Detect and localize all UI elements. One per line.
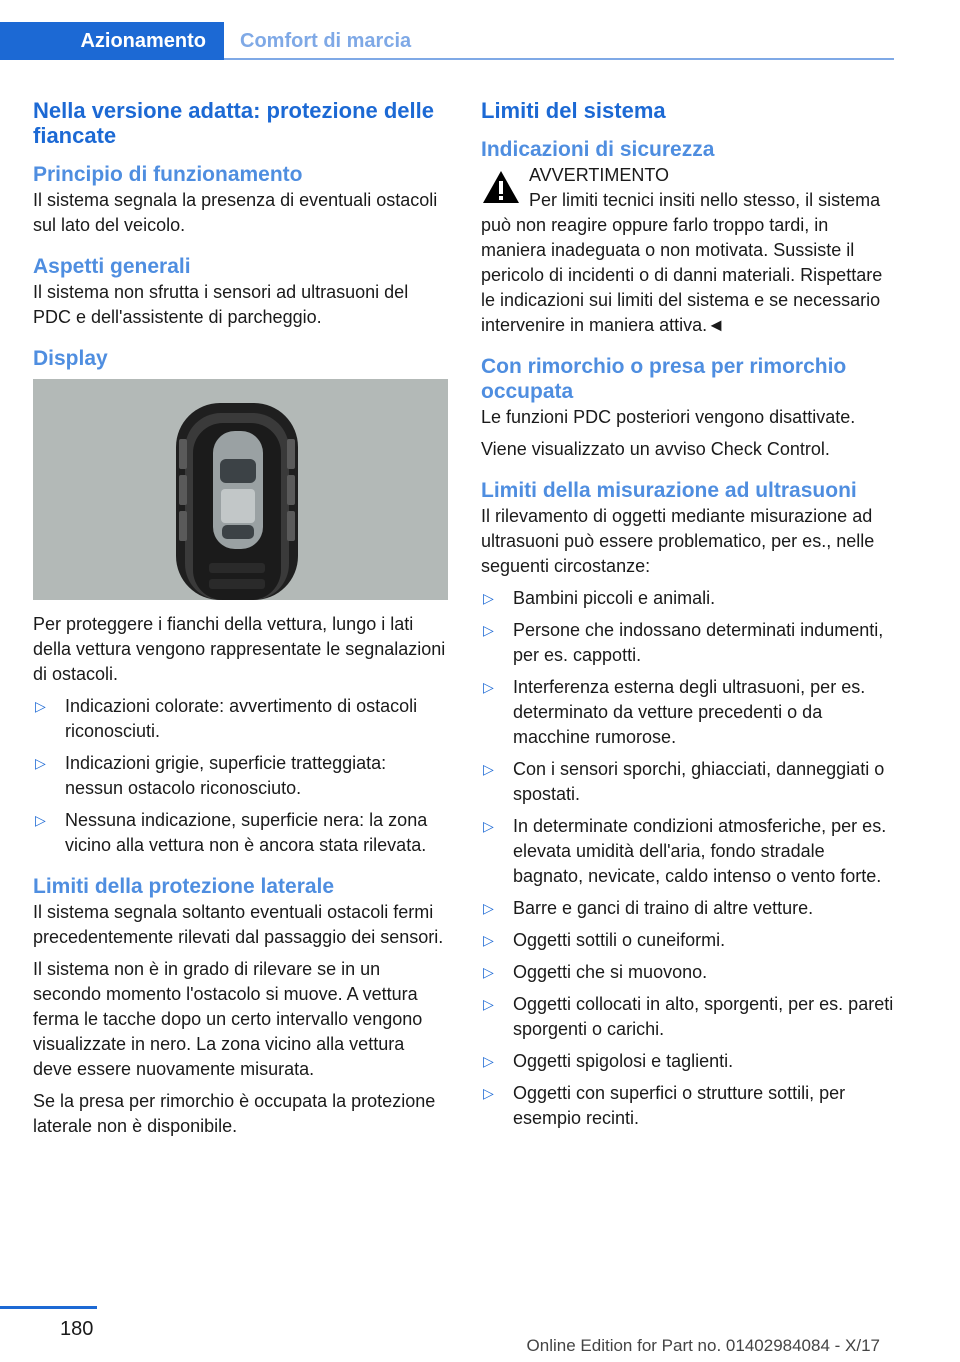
limits-text-1: Il sistema segnala soltanto eventuali ostacoli fermi precedentemente rilevati dal passaggio dei sensori. — [33, 902, 444, 947]
footer-edition-text: Online Edition for Part no. 01402984084 - X/17 — [526, 1336, 880, 1355]
warning-text: Per limiti tecnici insiti nello stesso, il sistema può non reagire oppure farlo troppo tardi, in maniera inadeguata o non motivata. Sussiste il pericolo di incidenti o di danni materiali. Rispettare le indicazioni sui limiti del sistema e se necessario intervenire in maniera attiva.◄ — [481, 190, 883, 335]
list-item: ▷ Oggetti sottili o cuneiformi. — [481, 928, 896, 953]
ultrasound-list — [481, 586, 896, 1131]
car-side-protection-graphic — [33, 379, 448, 600]
heading-safety: Indicazioni di sicurezza — [481, 138, 715, 161]
list-item: ▷ Interferenza esterna degli ultrasuoni, per es. determinato da vetture precedenti o da macchine rumorose. — [483, 677, 866, 747]
triangle-bullet-icon: ▷ — [35, 698, 46, 714]
limits-text-3: Se la presa per rimorchio è occupata la protezione laterale non è disponibile. — [33, 1091, 436, 1136]
triangle-bullet-icon: ▷ — [35, 812, 46, 828]
header-divider — [224, 58, 894, 60]
section-title-system-limits: Limiti del sistema — [481, 98, 666, 123]
list-item: ▷ Nessuna indicazione, superficie nera: la zona vicino alla vettura non è ancora stata rilevata. — [35, 810, 428, 855]
display-list — [33, 694, 448, 858]
heading-ultrasound-limits: Limiti della misurazione ad ultrasuoni — [481, 479, 857, 502]
list-item: ▷ Oggetti spigolosi e taglienti. — [481, 1049, 896, 1074]
tab-azionamento[interactable]: Azionamento — [0, 22, 224, 60]
display-text: Per proteggere i fianchi della vettura, lungo i lati della vettura vengono rappresentate le segnalazioni di ostacoli. — [33, 614, 446, 684]
limits-text-2: Il sistema non è in grado di rilevare se in un secondo momento l'ostacolo si muove. A vettura ferma le tacche dopo un certo intervallo vengono visualizzate in nero. La zona vicino alla vettura deve essere nuovamente misurata. — [33, 959, 423, 1079]
triangle-bullet-icon: ▷ — [35, 755, 46, 771]
list-item: ▷ Barre e ganci di traino di altre vetture. — [481, 896, 896, 921]
triangle-bullet-icon: ▷ — [483, 996, 494, 1012]
ultrasound-text: Il rilevamento di oggetti mediante misurazione ad ultrasuoni può essere problematico, per es., nelle seguenti circostanze: — [481, 506, 875, 576]
list-item: ▷ Oggetti con superfici o strutture sottili, per esempio recinti. — [483, 1083, 846, 1128]
triangle-bullet-icon: ▷ — [483, 761, 494, 777]
general-text: Il sistema non sfrutta i sensori ad ultrasuoni del PDC e dell'assistente di parcheggio. — [33, 282, 409, 327]
page-number: 180 — [60, 1318, 94, 1340]
heading-display: Display — [33, 347, 108, 370]
heading-principle: Principio di funzionamento — [33, 163, 303, 186]
list-item: ▷ Bambini piccoli e animali. — [481, 586, 896, 611]
principle-text: Il sistema segnala la presenza di eventuali ostacoli sul lato del veicolo. — [33, 190, 438, 235]
list-item: ▷ Indicazioni colorate: avvertimento di ostacoli riconosciuti. — [35, 696, 418, 741]
triangle-bullet-icon: ▷ — [483, 900, 494, 916]
warning-triangle-icon — [481, 169, 521, 205]
trailer-text-2: Viene visualizzato un avviso Check Control. — [481, 439, 830, 459]
heading-limits-side-protection: Limiti della protezione laterale — [33, 875, 335, 898]
heading-trailer: Con rimorchio o presa per rimorchio occupata — [481, 355, 847, 403]
triangle-bullet-icon: ▷ — [483, 818, 494, 834]
warning-box — [481, 163, 896, 338]
list-item: ▷ Oggetti collocati in alto, sporgenti, per es. pareti sporgenti o carichi. — [483, 994, 894, 1039]
triangle-bullet-icon: ▷ — [483, 1053, 494, 1069]
list-item: ▷ Oggetti che si muovono. — [481, 960, 896, 985]
triangle-bullet-icon: ▷ — [483, 932, 494, 948]
triangle-bullet-icon: ▷ — [483, 622, 494, 638]
list-item: ▷ In determinate condizioni atmosferiche, per es. elevata umidità dell'aria, fondo stradale bagnato, nevicate, caldo intenso o vento forte. — [483, 816, 887, 886]
footer-accent-line — [0, 1306, 97, 1309]
display-illustration — [33, 379, 448, 600]
list-item: ▷ Indicazioni grigie, superficie tratteggiata: nessun ostacolo riconosciuto. — [35, 753, 387, 798]
heading-general: Aspetti generali — [33, 255, 191, 278]
trailer-text-1: Le funzioni PDC posteriori vengono disattivate. — [481, 407, 856, 427]
header-bar — [0, 0, 960, 62]
tab-comfort-di-marcia[interactable]: Comfort di marcia — [240, 30, 412, 52]
triangle-bullet-icon: ▷ — [483, 679, 494, 695]
list-item: ▷ Persone che indossano determinati indumenti, per es. cappotti. — [483, 620, 884, 665]
right-column — [481, 98, 896, 1138]
warning-title: AVVERTIMENTO — [529, 165, 670, 185]
triangle-bullet-icon: ▷ — [483, 1085, 494, 1101]
section-title-side-protection: Nella versione adatta: protezione delle fiancate — [33, 98, 435, 148]
left-column — [33, 98, 448, 1146]
triangle-bullet-icon: ▷ — [483, 590, 494, 606]
list-item: ▷ Con i sensori sporchi, ghiacciati, danneggiati o spostati. — [483, 759, 885, 804]
triangle-bullet-icon: ▷ — [483, 964, 494, 980]
